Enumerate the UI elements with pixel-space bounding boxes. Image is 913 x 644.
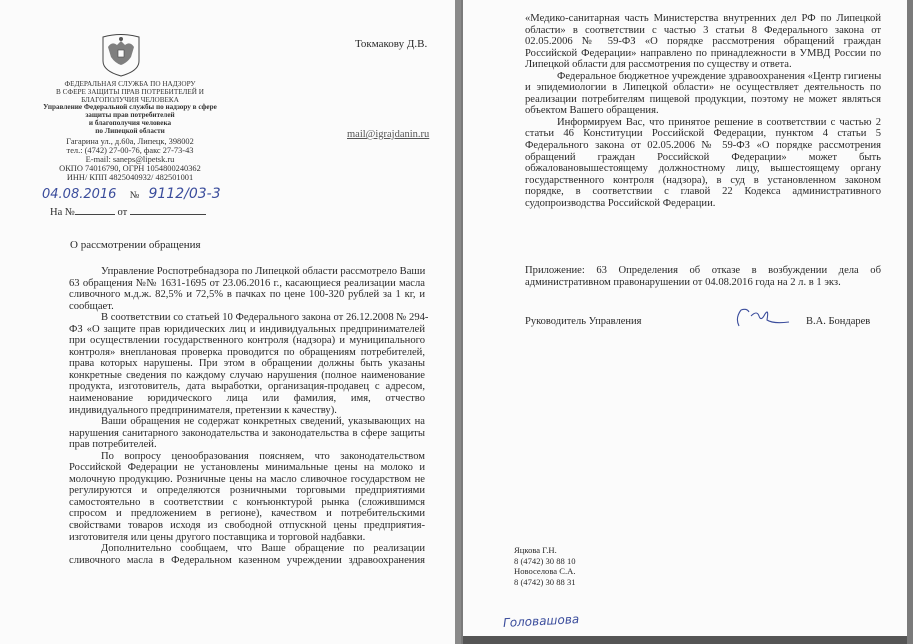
- text-line: статьи 46 Конституции Российской Федерации, пунктом 4 статьи 5: [525, 128, 881, 140]
- address-line: тел.: (4742) 27-00-76, факс 27-73-43: [66, 145, 194, 155]
- text-line: судопроизводства Российской Федерации.: [525, 197, 716, 209]
- signer-name: В.А. Бондарев: [806, 316, 871, 327]
- org-line: В СФЕРЕ ЗАЩИТЫ ПРАВ ПОТРЕБИТЕЛЕЙ И: [56, 87, 204, 96]
- text-line: сливочного м.д.ж. 82,5% и 72,5% в пачках по цене 100-320 рублей за 1 кг, и: [69, 289, 425, 301]
- text-line: изготовителя или цены другого поставщика и торговой надбавки.: [69, 531, 366, 543]
- text-line: Дополнительно сообщаем, что Ваше обращение по реализации: [101, 543, 425, 555]
- text-line: спросом и предложением в регионе), качеством и потребительскими: [69, 508, 425, 520]
- text-line: свойствами товаров исходя из свободной отпускной цены предприятия-: [69, 520, 425, 532]
- text-line: индивидуального предпринимателя, претензии к качеству).: [69, 404, 337, 416]
- text-line: Российской Федерации не установлены минимальные цены на молоко и: [69, 462, 425, 474]
- contact-phone: 8 (4742) 30 88 31: [514, 576, 576, 587]
- text-line: Российской Федерации» направлено по принадлежности в УМВД России по: [525, 47, 881, 59]
- text-line: при осуществлении государственного контроля (надзора) и муниципального: [69, 335, 425, 347]
- russian-coat-of-arms-icon: [100, 33, 142, 77]
- attachment-line: Приложение: 63 Определения об отказе в возбуждении дела об: [525, 265, 881, 276]
- org-address: [35, 138, 225, 183]
- text-line: Федерального закона от 02.05.2006 № 59-ФЗ «О порядке рассмотрения: [525, 140, 881, 152]
- text-line: области» в соответствии с частью 3 статьи 8 Федерального закона от: [525, 24, 881, 36]
- text-line: Управление Роспотребнадзора по Липецкой области рассмотрело Ваши: [101, 266, 426, 277]
- letter-body-page-2: [525, 13, 881, 209]
- recipient-email-link[interactable]: mail@igrajdanin.ru: [347, 129, 430, 140]
- org-header: [35, 81, 225, 136]
- address-line: E-mail: saneps@lipetsk.ru: [85, 154, 175, 164]
- address-line: Гагарина ул., д.60а, Липецк, 398002: [66, 137, 194, 146]
- signer-title: Руководитель Управления: [525, 316, 642, 327]
- handwritten-number: 9112/03-3: [148, 186, 221, 202]
- text-line: реализации потребителям пищевой продукции, поэтому не может являться: [525, 93, 881, 105]
- contact-name: Яцкова Г.Н.: [514, 545, 557, 555]
- text-line: В соответствии со статьей 10 Федерального закона от 26.12.2008 № 294-: [101, 312, 429, 324]
- text-line: сообщает.: [69, 300, 114, 312]
- dept-line: защиты прав потребителей: [85, 111, 175, 120]
- text-line: обращений граждан Российской Федерации» может быть: [525, 151, 881, 163]
- text-line: «Медико-санитарная часть Министерства внутренних дел РФ по Липецкой: [525, 13, 881, 24]
- signature: [733, 306, 793, 330]
- text-line: порядке, в соответствии с главой 22 Кодекса административного: [525, 186, 881, 198]
- org-line: БЛАГОПОЛУЧИЯ ЧЕЛОВЕКА: [81, 95, 179, 104]
- text-line: права которых нарушены. При этом в обращении должны быть указаны: [69, 358, 425, 370]
- dept-line: и благополучия человека: [88, 118, 172, 127]
- attachment-note: [525, 265, 881, 288]
- text-line: Федеральное бюджетное учреждение здравоохранения «Центр гигиены: [557, 70, 882, 82]
- letter-body-page-1: [69, 266, 429, 566]
- text-line: конкретные сведения по каждому случаю нарушения (полное наименование: [69, 369, 425, 381]
- text-line: государственного контроля (надзора), в суд в установленном законом: [525, 174, 881, 186]
- text-line: молочную продукцию. Розничные цены на масло сливочное государством не: [69, 473, 425, 485]
- contact-name: Новоселова С.А.: [514, 566, 576, 576]
- ref-from-label: от: [117, 207, 128, 218]
- recipient-name: Токмакову Д.В.: [355, 38, 428, 50]
- address-line: ОКПО 74016790, ОГРН 1054800240362: [59, 163, 201, 173]
- text-line: наименование юридического лица или фамилия, имя, отчество: [69, 393, 425, 405]
- text-line: По вопросу ценообразования поясняем, что законодательством: [101, 450, 425, 462]
- text-line: продукта, изготовитель, дата выработки, организация-продавец с адресом,: [69, 381, 425, 393]
- text-line: 63 обращения №№ 1631-1695 от 23.06.2016 г., касающиеся реализации масла: [69, 277, 425, 289]
- text-line: регулируются и определяются розничными торговыми предприятиями: [69, 485, 425, 497]
- text-line: контроля» внеплановая проверка проводится по обращениям потребителей,: [69, 346, 425, 358]
- contacts: [514, 545, 576, 587]
- handwritten-note: Головашова: [502, 612, 580, 630]
- dept-line: Управление Федеральной службы по надзору в сфере: [43, 103, 217, 112]
- reference-line: [50, 206, 206, 219]
- text-line: 02.05.2006 № 59-ФЗ «О порядке рассмотрения обращений граждан: [525, 36, 881, 48]
- text-line: нарушения санитарного законодательства и законодательства в сфере защиты: [69, 427, 425, 439]
- text-line: Липецкой области для рассмотрения по существу и ответа.: [525, 59, 792, 71]
- org-line: ФЕДЕРАЛЬНАЯ СЛУЖБА ПО НАДЗОРУ: [64, 80, 196, 88]
- text-line: обжаловановышестоящему должностному лицу, вышестоящему органу: [525, 163, 881, 175]
- text-line: сливочного масла в Федеральном казенном учреждении здравоохранения: [69, 554, 425, 566]
- text-line: прав потребителей.: [69, 439, 157, 451]
- outgoing-registration: [42, 185, 221, 202]
- handwritten-date: 04.08.2016: [42, 187, 117, 202]
- letter-subject: О рассмотрении обращения: [70, 239, 201, 251]
- ref-label: На №: [50, 207, 75, 218]
- number-label: №: [129, 190, 140, 201]
- attachment-line: административном правонарушении от 04.08.2016 года на 2 л. в 1 экз.: [525, 276, 841, 288]
- text-line: Информируем Вас, что принятое решение в соответствии с частью 2: [557, 116, 881, 128]
- text-line: Ваши обращения не содержат конкретных сведений, указывающих на: [101, 416, 425, 428]
- text-line: объектом Вашего обращения.: [525, 105, 659, 117]
- dept-line: по Липецкой области: [95, 126, 165, 135]
- text-line: и эпидемиологии в Липецкой области» не осуществляет деятельность по: [525, 82, 881, 94]
- text-line: самостоятельно в соответствии с конъюнктурой рынка (сложившимся: [69, 496, 425, 508]
- address-line: ИНН/ КПП 4825040932/ 482501001: [66, 172, 194, 182]
- text-line: ФЗ «О защите прав юридических лиц и индивидуальных предпринимателей: [69, 323, 425, 335]
- contact-phone: 8 (4742) 30 88 10: [514, 555, 576, 566]
- letter-page-2: [463, 0, 907, 644]
